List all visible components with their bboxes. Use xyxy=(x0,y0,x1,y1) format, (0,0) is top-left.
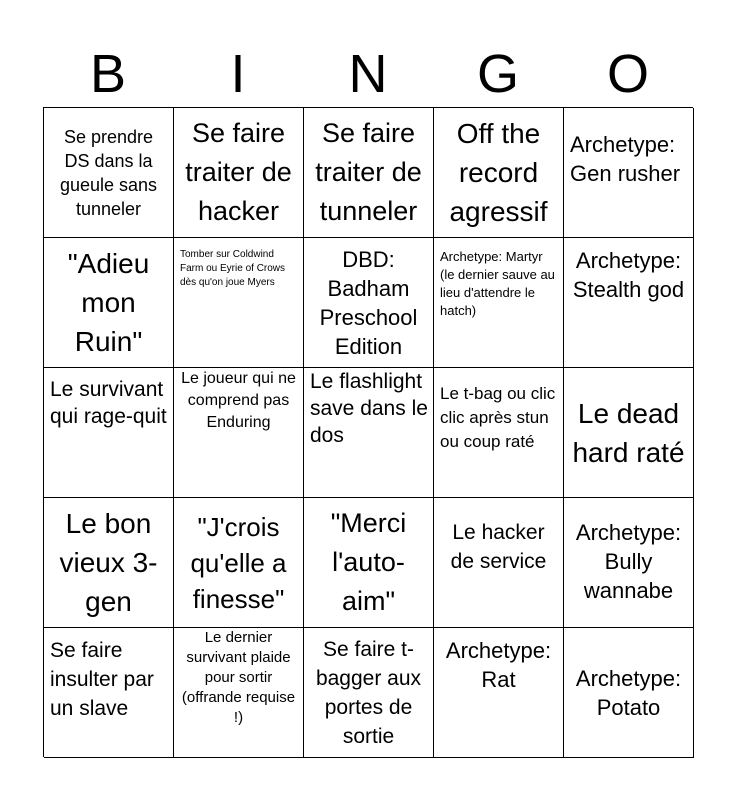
bingo-cell[interactable] xyxy=(44,108,174,238)
header-letter-g: G xyxy=(476,44,519,104)
bingo-cell[interactable] xyxy=(174,628,304,758)
cell-text: Le joueur qui ne comprend pas Enduring xyxy=(181,370,296,431)
header-letter-b: B xyxy=(89,44,127,104)
bingo-cell[interactable] xyxy=(564,108,694,238)
header-letter-n: N xyxy=(348,44,388,104)
bingo-cell[interactable] xyxy=(434,368,564,498)
bingo-cell[interactable] xyxy=(44,498,174,628)
bingo-header xyxy=(43,40,693,108)
bingo-cell[interactable] xyxy=(564,368,694,498)
cell-text: "J'crois qu'elle a finesse" xyxy=(190,511,287,614)
bingo-cell[interactable] xyxy=(564,498,694,628)
cell-text: Se faire traiter de tunneler xyxy=(315,118,422,226)
cell-text: Le flashlight save dans le dos xyxy=(310,370,428,447)
cell-text: Archetype: Potato xyxy=(575,665,682,720)
cell-text: Off the record agressif xyxy=(449,118,548,227)
cell-text: Le t-bag ou clic clic après stun ou coup raté xyxy=(440,384,556,451)
cell-text: Archetype: Gen rusher xyxy=(570,132,681,186)
bingo-cell[interactable] xyxy=(304,238,434,368)
cell-text: Se faire traiter de hacker xyxy=(185,118,292,226)
cell-text: "Adieu mon Ruin" xyxy=(67,248,150,357)
cell-text: Archetype: Rat xyxy=(445,638,552,692)
cell-text: DBD: Badham Preschool Edition xyxy=(319,246,418,359)
cell-text: Le dernier survivant plaide pour sortir (offrande requise !) xyxy=(181,629,296,726)
bingo-cell[interactable] xyxy=(174,498,304,628)
bingo-cell[interactable] xyxy=(174,108,304,238)
cell-text: Le dead hard raté xyxy=(572,397,685,468)
cell-text: Le bon vieux 3-gen xyxy=(59,508,158,617)
cell-text: Tomber sur Coldwind Farm ou Eyrie of Crows dès qu'on joue Myers xyxy=(180,249,286,288)
bingo-cell[interactable] xyxy=(174,368,304,498)
header-letter-i: I xyxy=(230,44,246,104)
bingo-cell[interactable] xyxy=(304,368,434,498)
bingo-cell[interactable] xyxy=(564,238,694,368)
cell-text: Se faire insulter par un slave xyxy=(50,639,154,720)
bingo-cell[interactable] xyxy=(44,368,174,498)
bingo-cell[interactable] xyxy=(304,628,434,758)
header-letter-o: O xyxy=(606,44,649,104)
cell-text: Le hacker de service xyxy=(450,521,547,573)
bingo-cell[interactable] xyxy=(434,628,564,758)
cell-text: Archetype: Martyr (le dernier sauve au lieu d'attendre le hatch) xyxy=(440,249,555,318)
bingo-cell[interactable] xyxy=(44,628,174,758)
cell-text: Le survivant qui rage-quit xyxy=(50,378,167,428)
bingo-cell[interactable] xyxy=(434,108,564,238)
cell-text: Archetype: Stealth god xyxy=(572,248,685,302)
bingo-cell[interactable] xyxy=(304,108,434,238)
bingo-cell[interactable] xyxy=(304,498,434,628)
bingo-cell[interactable] xyxy=(44,238,174,368)
bingo-cell[interactable] xyxy=(434,498,564,628)
cell-text: Se faire t-bagger aux portes de sortie xyxy=(315,637,422,748)
cell-text: Se prendre DS dans la gueule sans tunneler xyxy=(59,126,158,219)
bingo-cell[interactable] xyxy=(564,628,694,758)
bingo-cell[interactable] xyxy=(174,238,304,368)
cell-text: "Merci l'auto-aim" xyxy=(330,508,407,616)
cell-text: Archetype: Bully wannabe xyxy=(575,520,682,603)
bingo-cell[interactable] xyxy=(434,238,564,368)
bingo-grid xyxy=(43,107,693,757)
